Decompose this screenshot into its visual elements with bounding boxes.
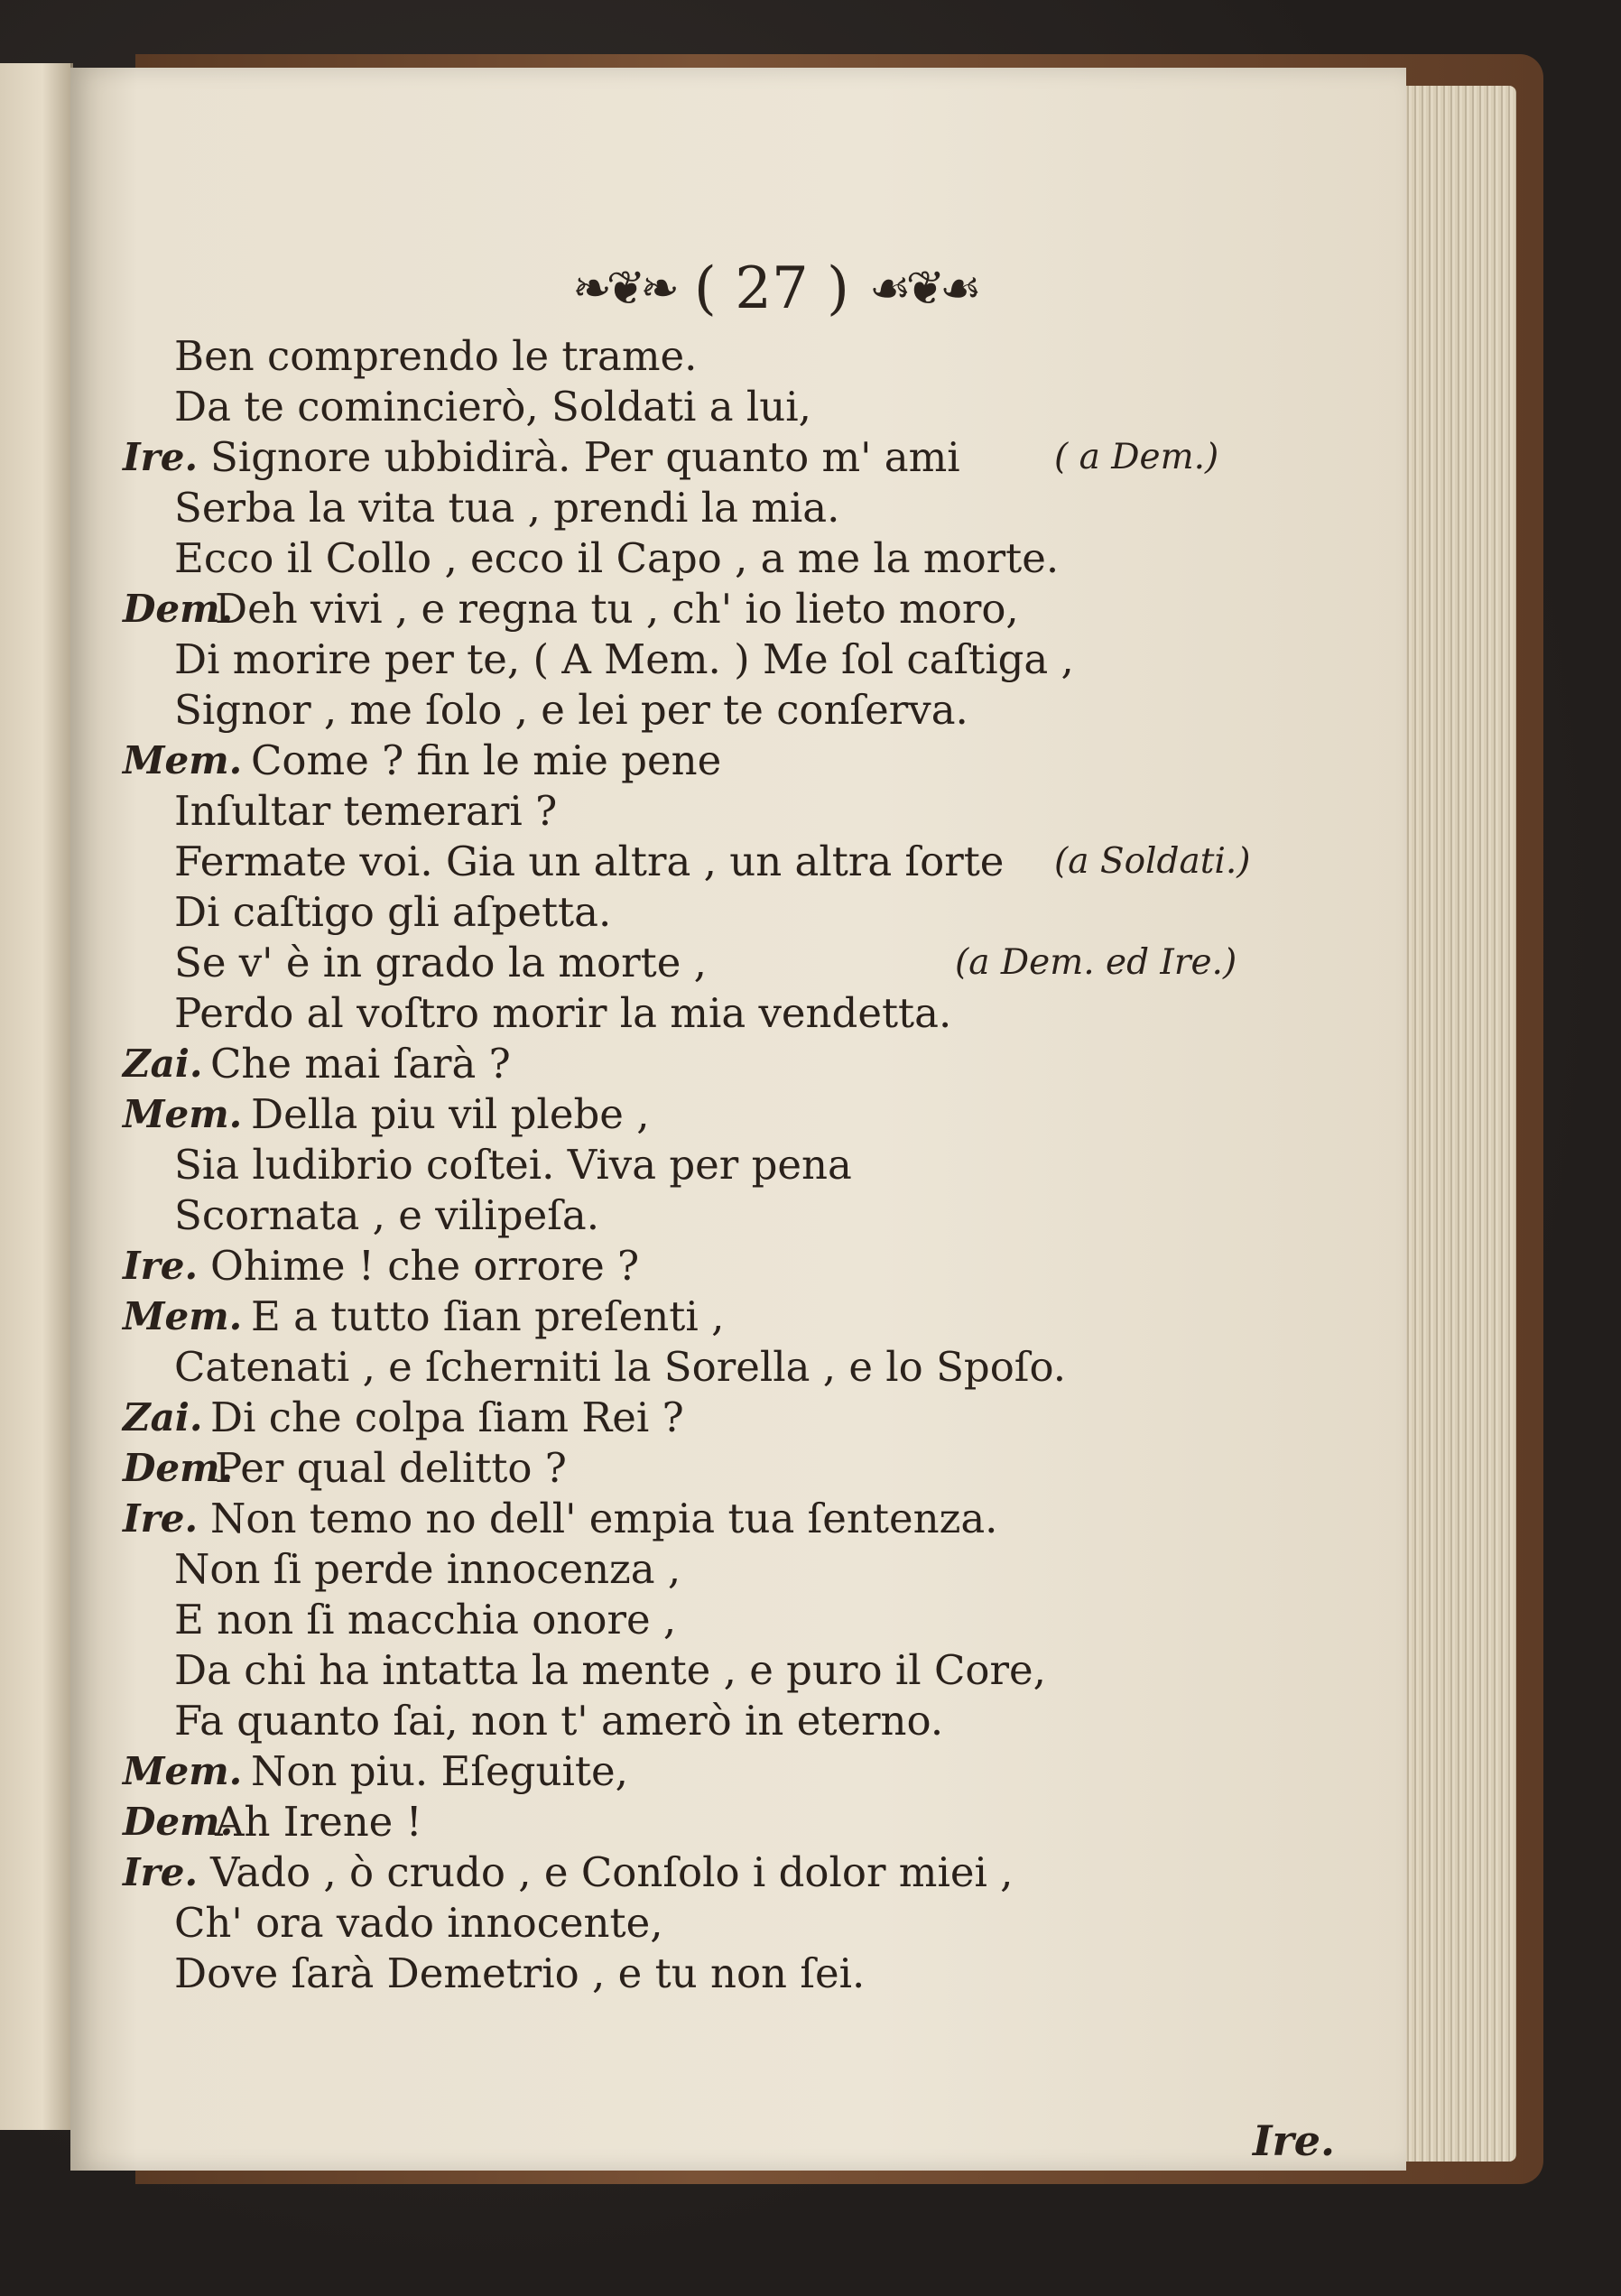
text-line <box>70 584 1406 634</box>
verse-text: Di che colpa ſiam Rei ? <box>210 1393 684 1441</box>
verse-text: Di caſtigo gli aſpetta. <box>174 888 612 936</box>
speaker-label: Ire. <box>123 435 199 479</box>
catchword: Ire. <box>1253 2116 1336 2165</box>
verse-text: Inſultar temerari ? <box>174 787 558 835</box>
verse-text: Non piu. Eſeguite, <box>251 1747 628 1795</box>
verse-text: Per qual delitto ? <box>215 1444 567 1492</box>
text-line <box>70 331 1406 382</box>
text-line <box>70 1898 1406 1949</box>
speaker-label: Zai. <box>123 1042 203 1086</box>
page-header <box>540 248 1009 329</box>
verse-text: Catenati , e ſcherniti la Sorella , e lo Spoſo. <box>174 1343 1067 1391</box>
verse-text: Se v' è in grado la morte , <box>174 939 707 986</box>
verse-text: Fermate voi. Gia un altra , un altra ſorte <box>174 838 1005 885</box>
ornament-left: ❧❦❧ <box>572 262 674 316</box>
text-line <box>70 1494 1406 1544</box>
speaker-label: Dem. <box>123 1800 234 1844</box>
ornament-right: ☙❦☙ <box>868 262 977 316</box>
text-line <box>70 887 1406 938</box>
verse-text: Della piu vil plebe , <box>251 1090 650 1138</box>
verse-text: Deh vivi , e regna tu , ch' io lieto moro, <box>215 585 1019 633</box>
text-line <box>70 1595 1406 1645</box>
text-line <box>70 1292 1406 1342</box>
verse-text: Signore ubbidirà. Per quanto m' ami <box>210 433 960 481</box>
verse-text: Fa quanto ſai, non t' amerò in eterno. <box>174 1697 944 1745</box>
text-line <box>70 382 1406 432</box>
text-line <box>70 786 1406 837</box>
verse-text: Non temo no dell' empia tua ſentenza. <box>210 1495 998 1542</box>
page-number: ( 27 ) <box>693 255 849 322</box>
text-line <box>70 1039 1406 1089</box>
verse-text: Ben comprendo le trame. <box>174 332 698 380</box>
text-line <box>70 685 1406 736</box>
verse-text: Di morire per te, ( A Mem. ) Me ſol caſtiga , <box>174 635 1074 683</box>
speaker-label: Mem. <box>123 1092 243 1136</box>
stage-direction: (a Soldati.) <box>1054 841 1251 882</box>
verse-text: Scornata , e vilipeſa. <box>174 1191 600 1239</box>
text-line <box>70 736 1406 786</box>
text-line <box>70 1089 1406 1140</box>
stage-direction: ( a Dem.) <box>1054 437 1219 477</box>
text-line <box>70 1190 1406 1241</box>
verse-text: Ah Irene ! <box>215 1798 422 1846</box>
text-line <box>70 837 1406 887</box>
speaker-label: Zai. <box>123 1395 203 1440</box>
text-line <box>70 1342 1406 1393</box>
verse-text: E a tutto ſian preſenti , <box>251 1292 725 1340</box>
stage-direction: (a Dem. ed Ire.) <box>955 942 1237 983</box>
text-line <box>70 1797 1406 1847</box>
verse-text: E non ſi macchia onore , <box>174 1596 677 1643</box>
text-line <box>70 1696 1406 1746</box>
text-line <box>70 1746 1406 1797</box>
verse-text: Ohime ! che orrore ? <box>210 1242 640 1290</box>
speaker-label: Mem. <box>123 1294 243 1338</box>
text-line <box>70 938 1406 988</box>
verse-text: Da te comincierò, Soldati a lui, <box>174 383 811 430</box>
text-line <box>70 1393 1406 1443</box>
verse-text: Che mai ſarà ? <box>210 1040 511 1088</box>
speaker-label: Dem. <box>123 1446 234 1490</box>
speaker-label: Ire. <box>123 1496 199 1541</box>
speaker-label: Mem. <box>123 738 243 782</box>
text-line <box>70 432 1406 483</box>
verse-text: Signor , me ſolo , e lei per te conſerva. <box>174 686 968 734</box>
text-line <box>70 1645 1406 1696</box>
verse-text: Sia ludibrio coſtei. Viva per pena <box>174 1141 852 1189</box>
text-line <box>70 1949 1406 1999</box>
text-line <box>70 988 1406 1039</box>
text-line <box>70 634 1406 685</box>
verse-text: Dove ſarà Demetrio , e tu non ſei. <box>174 1949 866 1997</box>
speaker-label: Mem. <box>123 1749 243 1793</box>
verse-text: Perdo al voſtro morir la mia vendetta. <box>174 989 952 1037</box>
verse-text: Ecco il Collo , ecco il Capo , a me la morte. <box>174 534 1060 582</box>
verse-text: Non ſi perde innocenza , <box>174 1545 681 1593</box>
verse-text: Ch' ora vado innocente, <box>174 1899 663 1947</box>
verse-text: Da chi ha intatta la mente , e puro il Core, <box>174 1646 1046 1694</box>
speaker-label: Ire. <box>123 1850 199 1894</box>
text-line <box>70 1847 1406 1898</box>
speaker-label: Dem. <box>123 587 234 631</box>
book-page <box>70 68 1406 2171</box>
verse-text: Serba la vita tua , prendi la mia. <box>174 484 840 532</box>
speaker-label: Ire. <box>123 1244 199 1288</box>
text-line <box>70 1544 1406 1595</box>
facing-page-edge <box>0 63 73 2130</box>
text-line <box>70 483 1406 533</box>
text-line <box>70 1140 1406 1190</box>
text-line <box>70 1241 1406 1292</box>
text-line <box>70 533 1406 584</box>
verse-text: Vado , ò crudo , e Conſolo i dolor miei , <box>210 1848 1014 1896</box>
verse-text: Come ? fin le mie pene <box>251 736 722 784</box>
page-block-edges <box>1390 86 1516 2162</box>
text-line <box>70 1443 1406 1494</box>
